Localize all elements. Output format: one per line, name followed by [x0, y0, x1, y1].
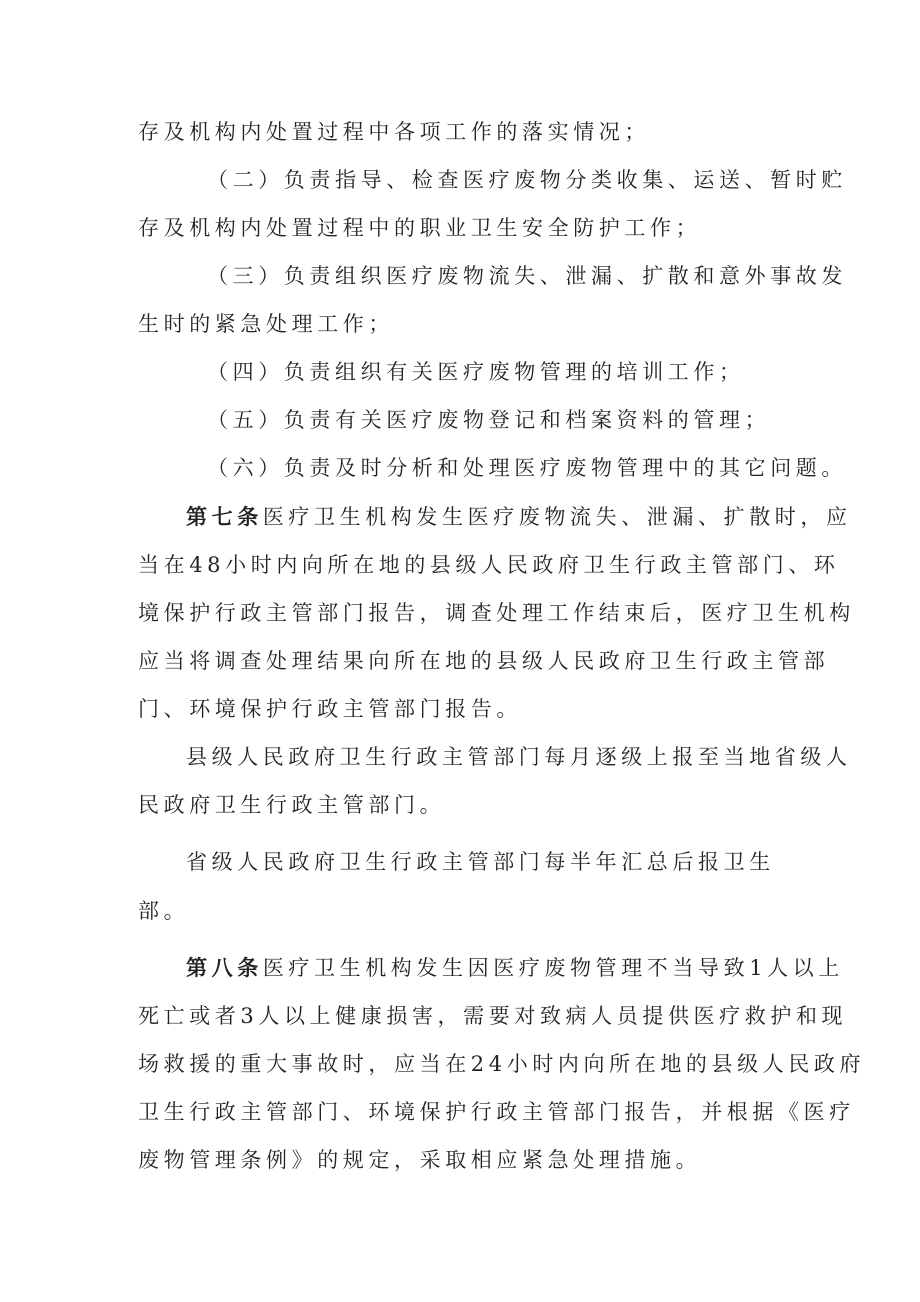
text-line: 应当将调查处理结果向所在地的县级人民政府卫生行政主管部	[138, 649, 830, 673]
text-line: 场救援的重大事故时，应当在24小时内向所在地的县级人民政府	[138, 1052, 866, 1076]
article-7-first-line	[186, 503, 852, 531]
text-line: 死亡或者3人以上健康损害，需要对致病人员提供医疗救护和现	[138, 1004, 848, 1028]
text-line: 当在48小时内向所在地的县级人民政府卫生行政主管部门、环	[138, 553, 840, 577]
text-line: 门、环境保护行政主管部门报告。	[138, 697, 522, 721]
text-line: （五）负责有关医疗废物登记和档案资料的管理；	[207, 408, 771, 432]
text-line: 存及机构内处置过程中各项工作的落实情况；	[138, 120, 650, 144]
text-line: 部。	[138, 899, 190, 923]
text-line: （二）负责指导、检查医疗废物分类收集、运送、暂时贮	[207, 168, 847, 192]
text-line: 省级人民政府卫生行政主管部门每半年汇总后报卫生	[186, 850, 775, 874]
text-line: 境保护行政主管部门报告，调查处理工作结束后，医疗卫生机构	[138, 601, 855, 625]
text-line: 医疗卫生机构发生医疗废物流失、泄漏、扩散时，应	[262, 505, 852, 529]
text-line: （六）负责及时分析和处理医疗废物管理中的其它问题。	[207, 456, 847, 480]
text-line: 废物管理条例》的规定，采取相应紧急处理措施。	[138, 1148, 702, 1172]
text-line: 生时的紧急处理工作；	[138, 312, 394, 336]
text-line: 民政府卫生行政主管部门。	[138, 793, 446, 817]
text-line: （四）负责组织有关医疗废物管理的培训工作；	[207, 360, 745, 384]
text-line: （三）负责组织医疗废物流失、泄漏、扩散和意外事故发	[207, 264, 847, 288]
text-line: 存及机构内处置过程中的职业卫生安全防护工作；	[138, 216, 702, 240]
text-line: 医疗卫生机构发生因医疗废物管理不当导致1人以上	[262, 956, 844, 980]
article-8-heading: 第八条	[186, 955, 263, 980]
article-8-first-line	[186, 954, 844, 982]
article-7-heading: 第七条	[186, 504, 263, 529]
text-line: 县级人民政府卫生行政主管部门每月逐级上报至当地省级人	[186, 745, 852, 769]
text-line: 卫生行政主管部门、环境保护行政主管部门报告，并根据《医疗	[138, 1100, 855, 1124]
